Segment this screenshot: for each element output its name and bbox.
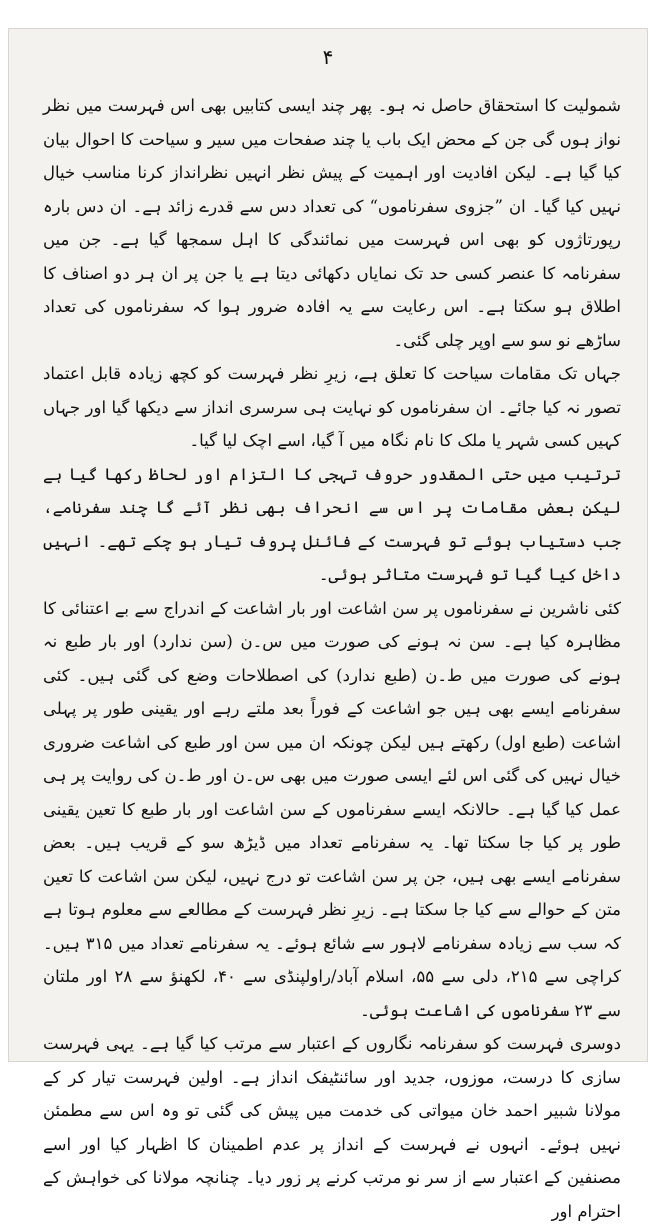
- paragraph-4: کئی ناشرین نے سفرناموں پر سن اشاعت اور بار اشاعت کے اندراج سے بے اعتنائی کا مظاہرہ کیا ہے۔ سن نہ ہونے کی صورت میں س۔ن (سن ندارد) اور بار طبع نہ ہونے کی صورت میں ط۔ن (طبع ندارد) کی اصطلاحات وضع کی گئی ہیں۔ کئی سفرنامے ایسے بھی ہیں جو اشاعت کے فوراً بعد ملتے رہے اور یقینی طور پر پہلی اشاعت (طبع اول) رکھتے ہیں لیکن چونکہ ان میں سن اور طبع کی اشاعت ضروری خیال نہیں کی گئی اس لئے ایسی صورت میں بھی س۔ن اور ط۔ن کی روایت پر ہی عمل کیا گیا ہے۔ حالانکہ ایسے سفرناموں کے سن اشاعت اور بار طبع کا تعین یقینی طور پر کیا جا سکتا تھا۔ یہ سفرنامے تعداد میں ڈیڑھ سو کے قریب ہیں۔ بعض سفرنامے ایسے بھی ہیں، جن پر سن اشاعت تو درج نہیں، لیکن سن اشاعت کا تعین متن کے حوالے سے کیا جا سکتا ہے۔ زیرِ نظر فہرست کے مطالعے سے معلوم ہوتا ہے کہ سب سے زیادہ سفرنامے لاہور سے شائع ہوئے۔ یہ سفرنامے تعداد میں ۳۱۵ ہیں۔ کراچی سے ۲۱۵، دلی سے ۵۵، اسلام آباد/راولپنڈی سے ۴۰، لکھنؤ سے ۲۸ اور ملتان سے ۲۳ سفرناموں کی اشاعت ہوئی۔: [43, 598, 621, 1020]
- page-number: ۴: [322, 45, 334, 69]
- paragraph-1: شمولیت کا استحقاق حاصل نہ ہو۔ پھر چند ایسی کتابیں بھی اس فہرست میں نظر نواز ہوں گی جن کے محض ایک باب یا چند صفحات میں سیر و سیاحت کا احوال بیان کیا گیا ہے۔ لیکن افادیت اور اہمیت کے پیش نظر انہیں نظرانداز کرنا مناسب خیال نہیں کیا گیا۔ ان ”جزوی سفرناموں“ کی تعداد دس سے قدرے زائد ہے۔ ان دس بارہ رپورتاژوں کو بھی اس فہرست میں نمائندگی کا اہل سمجھا گیا ہے۔ جن میں سفرنامہ کا عنصر کسی حد تک نمایاں دکھائی دیتا ہے یا جن پر ان ہر دو اصناف کا اطلاق ہو سکتا ہے۔ اس رعایت سے یہ افادہ ضرور ہوا کہ سفرناموں کی تعداد ساڑھے نو سو سے اوپر چلی گئی۔: [43, 96, 621, 350]
- paragraph-5: دوسری فہرست کو سفرنامہ نگاروں کے اعتبار سے مرتب کیا گیا ہے۔ یہی فہرست سازی کا درست، موزوں، جدید اور سائنٹیفک انداز ہے۔ اولین فہرست تیار کر کے مولانا شبیر احمد خان میواتی کی خدمت میں پیش کی گئی تو وہ اس سے مطمئن نہیں ہوئے۔ انہوں نے فہرست کے انداز پر عدم اطمینان کا اظہار کیا اور اسے مصنفین کے اعتبار سے از سر نو مرتب کرنے پر زور دیا۔ چنانچہ مولانا کی خواہش کے احترام اور: [43, 1034, 621, 1221]
- paragraph-2: جہاں تک مقامات سیاحت کا تعلق ہے، زیرِ نظر فہرست کو کچھ زیادہ قابل اعتماد تصور نہ کیا جائے۔ ان سفرناموں کو نہایت ہی سرسری انداز سے دیکھا گیا اور جہاں کہیں کسی شہر یا ملک کا نام نگاہ میں آ گیا، اسے اچک لیا گیا۔: [43, 364, 621, 450]
- page-text: [43, 89, 621, 1228]
- paragraph-3: ترتیب میں حتی المقدور حروف تہجی کا التزام اور لحاظ رکھا گیا ہے لیکن بعض مقامات پر اس سے انحراف بھی نظر آئے گا چند سفرنامے، جب دستیاب ہوئے تو فہرست کے فائنل پروف تیار ہو چکے تھے۔ انہیں داخل کیا گیا تو فہرست متاثر ہوئی۔: [43, 464, 621, 584]
- book-page: [8, 28, 648, 1221]
